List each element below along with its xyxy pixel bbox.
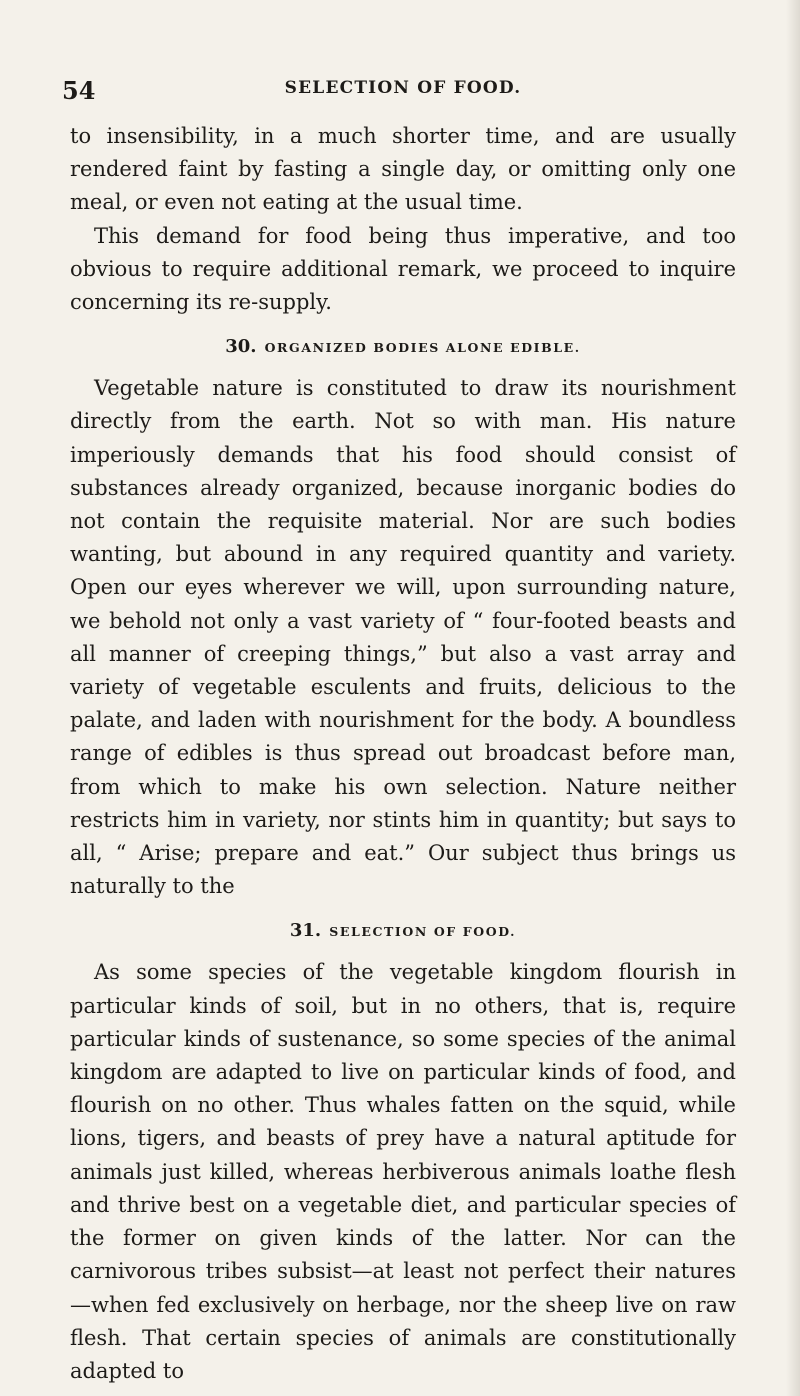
section-number-30: 30.	[225, 336, 257, 358]
page-edge-shadow	[786, 0, 800, 1396]
section-title-30: ORGANIZED BODIES ALONE EDIBLE.	[264, 340, 581, 356]
section-heading-30	[70, 335, 736, 360]
paragraph-continued: to insensibility, in a much shorter time, and are usually rendered faint by fasting a single day, or omitting only one meal, or even not eating at the usual time.	[70, 124, 736, 215]
section-title-31: SELECTION OF FOOD.	[329, 924, 517, 940]
section-31-text: As some species of the vegetable kingdom flourish in particular kinds of soil, but in no others, that is, require particular kinds of sustenance, so some species of the animal kingdom are adapted to live on particular kinds of food, and flourish on no other. Thus whales fatten on the squid, while lions, tigers, and beasts of prey have a natural aptitude for animals just killed, whereas herbiverous animals loathe flesh and thrive best on a vegetable diet, and particular species of the former on given kinds of the latter. Nor can the carnivorous tribes subsist—at least not perfect their natures—when fed exclusively on herbage, nor the sheep live on raw flesh. That certain species of animals are constitutionally adapted to	[70, 960, 736, 1383]
section-number-31: 31.	[289, 920, 322, 942]
running-title: SELECTION OF FOOD.	[284, 78, 522, 98]
running-head	[62, 70, 736, 106]
section-30-text: Vegetable nature is constituted to draw its nourishment directly from the earth. Not so with man. His nature imperiously demands that his food should consist of substances already organized, because inorganic bodies do not contain the requisite material. Nor are such bodies wanting, but abound in any required quantity and variety. Open our eyes wherever we will, upon surrounding nature, we behold not only a vast variety of “ four-footed beasts and all manner of creeping things,” but also a vast array and variety of vegetable esculents and fruits, delicious to the palate, and laden with nourishment for the body. A boundless range of edibles is thus spread out broadcast before man, from which to make his own selection. Nature neither restricts him in variety, nor stints him in quantity; but says to all, “ Arise; prepare and eat.” Our subject thus brings us naturally to the	[70, 376, 736, 899]
section-heading-31	[70, 919, 736, 944]
page-number: 54	[62, 76, 96, 105]
paragraph-food-demand: This demand for food being thus imperative, and too obvious to require additional remark, we proceed to inquire concerning its re-supply.	[70, 223, 736, 315]
